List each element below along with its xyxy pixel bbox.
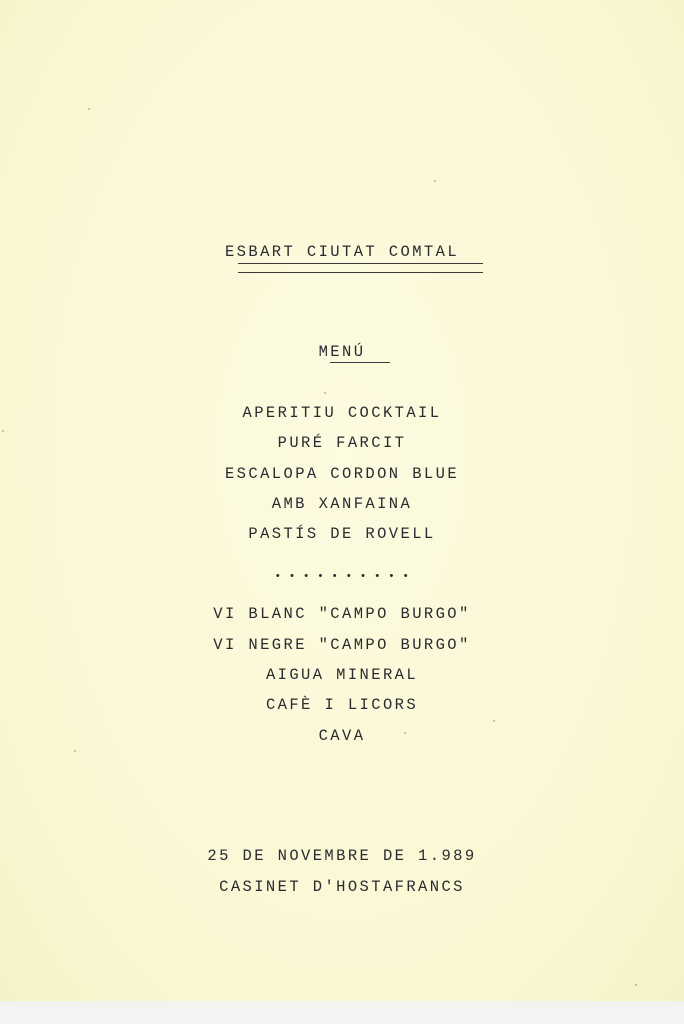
event-date: 25 DE NOVEMBRE DE 1.989 (207, 847, 477, 865)
paper-speck (434, 180, 436, 182)
paper-speck (635, 984, 637, 986)
dish-item: ESCALOPA CORDON BLUE (224, 465, 460, 483)
paper-speck (324, 392, 326, 394)
separator-dots: • • • • • • • • • • (274, 571, 410, 583)
drink-item: CAVA (318, 727, 366, 745)
paper-speck (74, 750, 76, 752)
paper-speck (404, 732, 406, 734)
event-venue: CASINET D'HOSTAFRANCS (219, 878, 465, 896)
drink-item: VI NEGRE "CAMPO BURGO" (213, 636, 471, 654)
drink-item: AIGUA MINERAL (265, 666, 419, 684)
scan-border (0, 1001, 684, 1024)
menu-heading-underline (330, 362, 390, 363)
drink-item: VI BLANC "CAMPO BURGO" (213, 605, 471, 623)
menu-heading: MENÚ (318, 343, 366, 361)
paper-speck (2, 430, 4, 432)
dish-item: APERITIU COCKTAIL (242, 404, 442, 422)
paper-speck (88, 108, 90, 110)
paper-speck (493, 720, 495, 722)
dish-item: AMB XANFAINA (271, 495, 413, 513)
organization-title: ESBART CIUTAT COMTAL (224, 243, 460, 261)
drink-item: CAFÈ I LICORS (265, 696, 419, 714)
title-underline-2 (238, 272, 483, 273)
title-underline-1 (238, 263, 483, 264)
dish-item: PURÉ FARCIT (277, 434, 407, 452)
dish-item: PASTÍS DE ROVELL (248, 525, 436, 543)
